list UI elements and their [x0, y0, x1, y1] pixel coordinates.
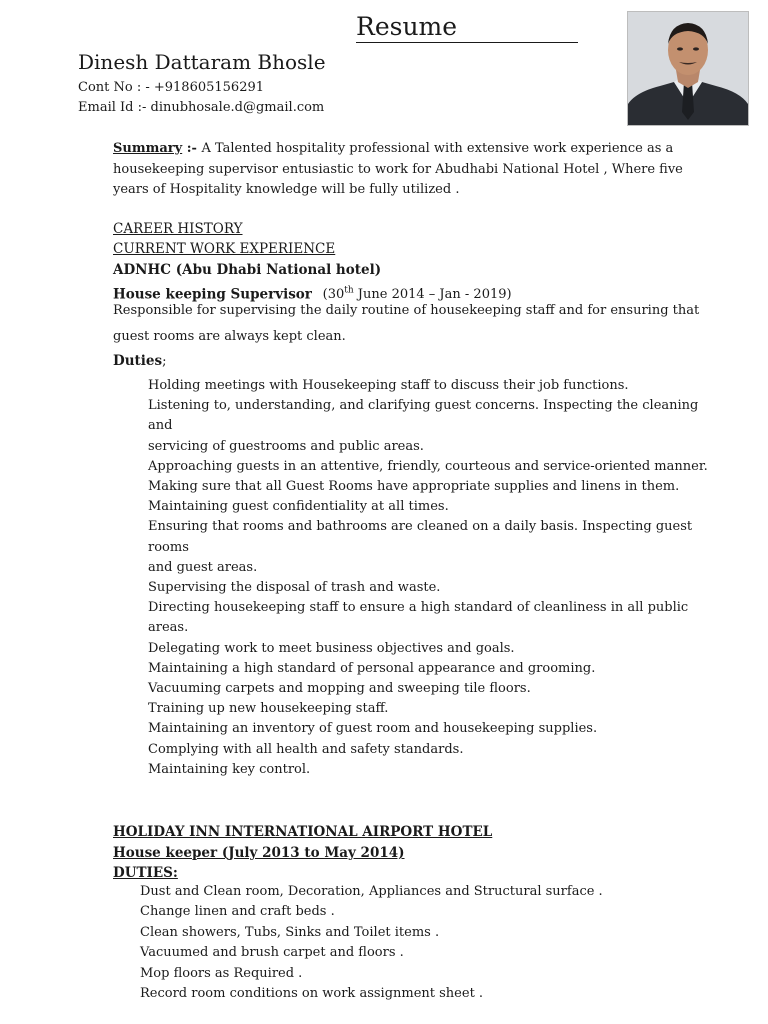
previous-role: House keeper (July 2013 to May 2014): [113, 845, 405, 861]
duty-item: Supervising the disposal of trash and waste.: [148, 580, 441, 596]
duty-item: Training up new housekeeping staff.: [148, 701, 389, 717]
current-role-dates: (30th June 2014 – Jan - 2019): [322, 286, 512, 303]
duty-item: Clean showers, Tubs, Sinks and Toilet items .: [140, 924, 440, 940]
previous-duties-list: [140, 882, 700, 1004]
duty-item: Holding meetings with Housekeeping staff to discuss their job functions.: [148, 378, 629, 393]
duty-item: Record room conditions on work assignment sheet .: [140, 986, 484, 1002]
duty-item: and guest areas.: [148, 559, 258, 575]
duty-item: Mop floors as Required .: [140, 965, 303, 981]
duty-item: Vacuuming carpets and mopping and sweeping tile floors.: [148, 681, 531, 697]
duties-heading: Duties;: [113, 353, 167, 369]
duty-item: Listening to, understanding, and clarifying guest concerns. Inspecting the cleaning and: [148, 398, 699, 434]
email-address: Email Id :- dinubhosale.d@gmail.com: [78, 100, 325, 115]
contact-number: Cont No : - +918605156291: [78, 80, 265, 95]
summary-text: A Talented hospitality professional with extensive work experience as a housekeeping supervisor entusiastic to work for Abudhabi National Hotel , Where five years of Hospitality knowledge will be fully utilized .: [113, 141, 683, 197]
portrait-illustration: [628, 12, 748, 125]
resume-title: Resume: [356, 12, 578, 43]
current-responsibility: Responsible for supervising the daily routine of housekeeping staff and for ensuring that guest rooms are always kept clean.: [113, 303, 700, 344]
duty-item: Delegating work to meet business objectives and goals.: [148, 640, 515, 656]
current-duties-list: [148, 376, 708, 780]
current-role: House keeping Supervisor: [113, 286, 312, 303]
current-employer: ADNHC (Abu Dhabi National hotel): [113, 262, 382, 278]
duty-item: Maintaining an inventory of guest room and housekeeping supplies.: [148, 721, 598, 737]
summary-section: [113, 139, 713, 201]
current-work-heading: CURRENT WORK EXPERIENCE: [113, 241, 336, 257]
duty-item: Change linen and craft beds .: [140, 904, 335, 920]
previous-employer: HOLIDAY INN INTERNATIONAL AIRPORT HOTEL: [113, 824, 493, 840]
duty-item: Making sure that all Guest Rooms have appropriate supplies and linens in them.: [148, 479, 680, 495]
previous-duties-heading: DUTIES:: [113, 865, 178, 881]
duty-item: Ensuring that rooms and bathrooms are cleaned on a daily basis. Inspecting guest rooms: [148, 519, 693, 555]
duty-item: Approaching guests in an attentive, friendly, courteous and service-oriented manner.: [148, 458, 708, 474]
summary-label: Summary: [113, 141, 183, 156]
duty-item: Maintaining guest confidentiality at all times.: [148, 499, 449, 515]
career-history-heading: CAREER HISTORY: [113, 221, 243, 237]
candidate-name: Dinesh Dattaram Bhosle: [78, 50, 326, 74]
duty-item: Directing housekeeping staff to ensure a high standard of cleanliness in all public areas.: [148, 600, 689, 636]
duty-item: Vacuumed and brush carpet and floors .: [140, 945, 404, 961]
duty-item: Maintaining a high standard of personal appearance and grooming.: [148, 660, 596, 676]
duty-item: Maintaining key control.: [148, 761, 311, 777]
duty-item: Dust and Clean room, Decoration, Appliances and Structural surface .: [140, 884, 603, 899]
profile-photo: [627, 11, 749, 126]
summary-separator: :-: [182, 141, 202, 156]
duty-item: Complying with all health and safety standards.: [148, 741, 464, 757]
duty-item: servicing of guestrooms and public areas.: [148, 438, 424, 454]
